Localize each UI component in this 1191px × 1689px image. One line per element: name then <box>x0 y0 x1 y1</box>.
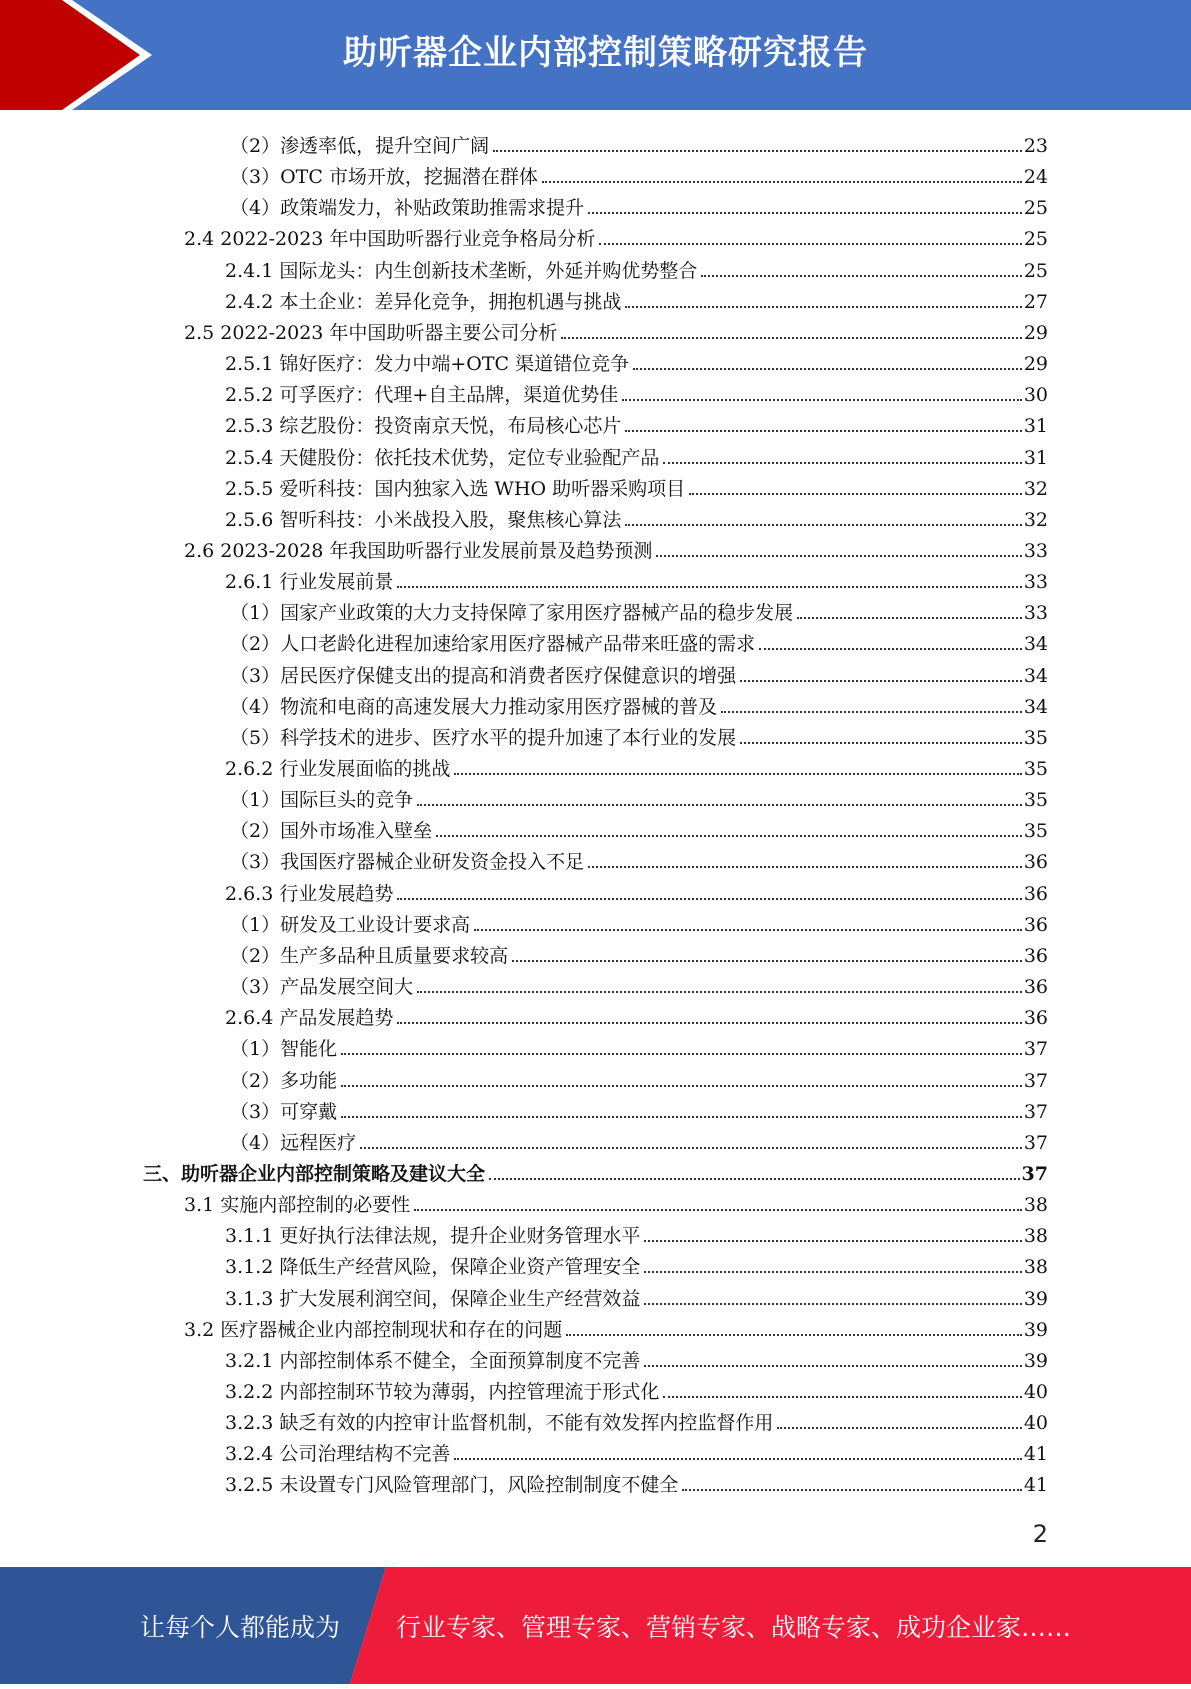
toc-entry-label: 3.1 实施内部控制的必要性 <box>184 1194 411 1217</box>
toc-entry-label: 2.4.2 本土企业：差异化竞争，拥抱机遇与挑战 <box>225 290 622 313</box>
toc-entry-label: 2.4.1 国际龙头：内生创新技术垄断，外延并购优势整合 <box>225 259 698 282</box>
page-header <box>0 0 1191 110</box>
toc-entry-page: 29 <box>1023 321 1048 344</box>
toc-entry-page: 37 <box>1023 1100 1048 1123</box>
toc-entry-label: 3.2.4 公司治理结构不完善 <box>225 1443 451 1466</box>
toc-entry[interactable] <box>230 594 1048 625</box>
toc-entry-label: （2）生产多品种且质量要求较高 <box>230 944 509 967</box>
toc-entry-label: （2）渗透率低，提升空间广阔 <box>230 135 490 157</box>
toc-dot-leader <box>682 1489 1021 1491</box>
toc-dot-leader <box>644 1365 1021 1367</box>
toc-entry-page: 33 <box>1023 602 1048 625</box>
toc-dot-leader <box>633 368 1022 370</box>
toc-entry[interactable] <box>230 625 1048 656</box>
footer-slogan-right: 行业专家、管理专家、营销专家、战略专家、成功企业家…… <box>396 1613 1072 1642</box>
toc-entry-page: 35 <box>1023 820 1048 843</box>
toc-entry-page: 34 <box>1023 633 1048 656</box>
toc-entry-label: （1）国际巨头的竞争 <box>230 789 414 812</box>
toc-entry-page: 33 <box>1023 539 1048 562</box>
toc-entry-page: 27 <box>1023 290 1048 313</box>
toc-dot-leader <box>397 898 1021 900</box>
toc-entry[interactable] <box>230 719 1048 750</box>
toc-dot-leader <box>689 493 1022 495</box>
toc-dot-leader <box>777 1427 1021 1429</box>
toc-entry-label: 2.6.1 行业发展前景 <box>225 571 394 594</box>
toc-entry-page: 36 <box>1023 976 1048 999</box>
toc-dot-leader <box>588 866 1022 868</box>
toc-entry[interactable] <box>230 781 1048 812</box>
toc-entry-label: 2.5.5 爱听科技：国内独家入选 WHO 助听器采购项目 <box>225 477 686 500</box>
toc-entry-page: 25 <box>1023 259 1048 282</box>
toc-entry-page: 40 <box>1023 1381 1048 1403</box>
toc-dot-leader <box>454 1458 1021 1460</box>
toc-entry[interactable] <box>184 532 1048 563</box>
toc-entry[interactable] <box>230 843 1048 874</box>
toc-entry-page: 32 <box>1023 508 1048 531</box>
toc-dot-leader <box>414 1209 1022 1211</box>
page-number: 2 <box>1032 1520 1048 1548</box>
toc-dot-leader <box>797 617 1022 619</box>
toc-dot-leader <box>474 929 1022 931</box>
toc-entry-page: 36 <box>1023 882 1048 905</box>
toc-entry[interactable] <box>225 439 1048 470</box>
toc-dot-leader <box>588 212 1022 214</box>
toc-dot-leader <box>622 399 1022 401</box>
toc-entry[interactable] <box>225 407 1048 438</box>
toc-entry-page: 29 <box>1023 353 1048 376</box>
toc-entry-label: 2.5.2 可孚医疗：代理+自主品牌，渠道优势佳 <box>225 384 619 407</box>
toc-entry[interactable] <box>230 127 1048 158</box>
toc-entry[interactable] <box>230 906 1048 937</box>
toc-dot-leader <box>397 586 1021 588</box>
toc-entry-label: 3.1.3 扩大发展利润空间，保障企业生产经营效益 <box>225 1287 641 1310</box>
toc-entry-label: 3.2.1 内部控制体系不健全，全面预算制度不完善 <box>225 1349 641 1372</box>
toc-dot-leader <box>436 835 1022 837</box>
toc-entry[interactable] <box>225 563 1048 594</box>
toc-dot-leader <box>701 275 1021 277</box>
toc-entry-page: 31 <box>1023 415 1048 438</box>
toc-entry-label: 2.6 2023-2028 年我国助听器行业发展前景及趋势预测 <box>184 539 653 562</box>
toc-entry[interactable] <box>230 1093 1048 1124</box>
toc-entry-page: 32 <box>1023 477 1048 500</box>
toc-entry-label: （2）国外市场准入壁垒 <box>230 820 433 843</box>
toc-dot-leader <box>489 1178 1020 1180</box>
toc-entry-label: 三、助听器企业内部控制策略及建议大全 <box>143 1162 486 1185</box>
toc-entry-page: 34 <box>1023 664 1048 687</box>
toc-entry[interactable] <box>230 1030 1048 1061</box>
toc-dot-leader <box>644 1240 1021 1242</box>
toc-entry[interactable] <box>225 376 1048 407</box>
toc-entry-label: （3）我国医疗器械企业研发资金投入不足 <box>230 851 585 874</box>
toc-entry-page: 38 <box>1023 1194 1048 1217</box>
toc-entry[interactable] <box>230 1124 1048 1155</box>
toc-dot-leader <box>625 306 1021 308</box>
toc-entry-label: （1）国家产业政策的大力支持保障了家用医疗器械产品的稳步发展 <box>230 602 794 625</box>
toc-dot-leader <box>759 648 1022 650</box>
toc-entry-page: 25 <box>1023 197 1048 220</box>
toc-entry-page: 37 <box>1021 1162 1048 1185</box>
toc-entry[interactable] <box>225 345 1048 376</box>
toc-entry-label: （3）OTC 市场开放，挖掘潜在群体 <box>230 166 538 189</box>
toc-dot-leader <box>625 524 1021 526</box>
toc-dot-leader <box>454 773 1021 775</box>
toc-dot-leader <box>512 960 1022 962</box>
toc-entry-label: （2）多功能 <box>230 1069 338 1092</box>
toc-entry-label: （4）政策端发力，补贴政策助推需求提升 <box>230 197 585 220</box>
toc-dot-leader <box>721 711 1022 713</box>
toc-entry-page: 25 <box>1023 228 1048 251</box>
toc-entry[interactable] <box>230 189 1048 220</box>
toc-dot-leader <box>644 1271 1021 1273</box>
toc-entry-label: 2.6.4 产品发展趋势 <box>225 1007 394 1030</box>
toc-dot-leader <box>397 1022 1021 1024</box>
toc-entry-page: 35 <box>1023 789 1048 812</box>
toc-entry-page: 36 <box>1023 1007 1048 1030</box>
toc-entry[interactable] <box>225 1373 1048 1404</box>
toc-dot-leader <box>740 742 1022 744</box>
toc-dot-leader <box>625 430 1021 432</box>
toc-entry[interactable] <box>225 1404 1048 1435</box>
toc-entry-label: 3.2.3 缺乏有效的内控审计监督机制，不能有效发挥内控监督作用 <box>225 1412 774 1435</box>
toc-entry[interactable] <box>230 657 1048 688</box>
toc-entry[interactable] <box>230 812 1048 843</box>
footer-slogan-left: 让每个人都能成为 <box>140 1613 341 1642</box>
toc-dot-leader <box>740 680 1022 682</box>
toc-entry[interactable] <box>225 283 1048 314</box>
toc-entry-page: 30 <box>1023 384 1048 407</box>
toc-entry-page: 39 <box>1023 1349 1048 1372</box>
toc-entry-page: 23 <box>1023 135 1048 157</box>
toc-entry[interactable] <box>230 937 1048 968</box>
toc-entry-label: （1）智能化 <box>230 1038 338 1061</box>
toc-entry-label: 2.6.3 行业发展趋势 <box>225 882 394 905</box>
toc-dot-leader <box>644 1303 1021 1305</box>
toc-entry-label: 3.1.2 降低生产经营风险，保障企业资产管理安全 <box>225 1256 641 1279</box>
toc-dot-leader <box>341 1116 1022 1118</box>
toc-entry[interactable] <box>225 999 1048 1030</box>
toc-entry[interactable] <box>225 1435 1048 1466</box>
toc-entry-page: 38 <box>1023 1256 1048 1279</box>
toc-entry-label: （5）科学技术的进步、医疗水平的提升加速了本行业的发展 <box>230 726 737 749</box>
toc-entry[interactable] <box>225 1248 1048 1279</box>
toc-entry-page: 36 <box>1023 913 1048 936</box>
toc-entry-label: 2.5.4 天健股份：依托技术优势，定位专业验配产品 <box>225 446 660 469</box>
toc-entry-page: 34 <box>1023 695 1048 718</box>
toc-entry-page: 31 <box>1023 446 1048 469</box>
toc-dot-leader <box>417 804 1022 806</box>
toc-entry-label: 3.1.1 更好执行法律法规，提升企业财务管理水平 <box>225 1225 641 1248</box>
toc-entry-label: （1）研发及工业设计要求高 <box>230 913 471 936</box>
toc-entry[interactable] <box>230 968 1048 999</box>
toc-dot-leader <box>341 1085 1022 1087</box>
toc-entry[interactable] <box>225 1466 1048 1497</box>
toc-entry-label: 2.5.6 智听科技：小米战投入股，聚焦核心算法 <box>225 508 622 531</box>
toc-entry-page: 38 <box>1023 1225 1048 1248</box>
toc-dot-leader <box>360 1147 1022 1149</box>
toc-entry[interactable] <box>184 1311 1048 1342</box>
toc-entry[interactable] <box>225 252 1048 283</box>
toc-entry[interactable] <box>225 470 1048 501</box>
toc-entry[interactable] <box>230 158 1048 189</box>
toc-dot-leader <box>341 1053 1022 1055</box>
toc-entry[interactable] <box>184 1186 1048 1217</box>
toc-entry[interactable] <box>184 220 1048 251</box>
toc-entry[interactable] <box>225 1280 1048 1311</box>
toc-entry[interactable] <box>184 314 1048 345</box>
toc-entry[interactable] <box>230 688 1048 719</box>
toc-entry-page: 33 <box>1023 571 1048 594</box>
toc-entry[interactable] <box>225 1217 1048 1248</box>
toc-entry[interactable] <box>225 1342 1048 1373</box>
toc-entry-label: 3.2 医疗器械企业内部控制现状和存在的问题 <box>184 1318 563 1341</box>
toc-entry[interactable] <box>143 1155 1048 1186</box>
toc-dot-leader <box>561 337 1021 339</box>
toc-entry-label: 2.5.1 锦好医疗：发力中端+OTC 渠道错位竞争 <box>225 353 630 376</box>
toc-dot-leader <box>599 243 1021 245</box>
toc-entry-page: 39 <box>1023 1287 1048 1310</box>
toc-entry-page: 35 <box>1023 758 1048 780</box>
toc-entry-page: 41 <box>1023 1443 1048 1466</box>
toc-entry-label: 2.5 2022-2023 年中国助听器主要公司分析 <box>184 321 558 344</box>
toc-entry-label: （4）物流和电商的高速发展大力推动家用医疗器械的普及 <box>230 695 718 718</box>
toc-entry-page: 37 <box>1023 1131 1048 1154</box>
toc-entry-label: （3）居民医疗保健支出的提高和消费者医疗保健意识的增强 <box>230 664 737 687</box>
toc-dot-leader <box>663 1396 1021 1398</box>
toc-entry-page: 24 <box>1023 166 1048 189</box>
toc-dot-leader <box>656 555 1021 557</box>
toc-entry-label: （2）人口老龄化进程加速给家用医疗器械产品带来旺盛的需求 <box>230 633 756 656</box>
toc-entry[interactable] <box>225 875 1048 906</box>
toc-dot-leader <box>566 1334 1022 1336</box>
toc-entry-label: 3.2.2 内部控制环节较为薄弱，内控管理流于形式化 <box>225 1381 660 1403</box>
toc-entry-label: （4）远程医疗 <box>230 1131 357 1154</box>
toc-entry-page: 36 <box>1023 851 1048 874</box>
toc-entry[interactable] <box>230 1062 1048 1093</box>
toc-entry-page: 35 <box>1023 726 1048 749</box>
toc-entry-page: 39 <box>1023 1318 1048 1341</box>
toc-dot-leader <box>663 462 1021 464</box>
toc-entry[interactable] <box>225 501 1048 532</box>
toc-entry-label: （3）产品发展空间大 <box>230 976 414 999</box>
toc-entry-label: 2.4 2022-2023 年中国助听器行业竞争格局分析 <box>184 228 596 251</box>
toc-entry-page: 41 <box>1023 1474 1048 1497</box>
toc-dot-leader <box>417 991 1022 993</box>
toc-dot-leader <box>493 150 1022 152</box>
toc-entry-page: 40 <box>1023 1412 1048 1435</box>
page-footer <box>0 1567 1191 1684</box>
toc-entry-page: 37 <box>1023 1038 1048 1061</box>
toc-entry[interactable] <box>225 750 1048 781</box>
toc-dot-leader <box>542 181 1022 183</box>
report-title: 助听器企业内部控制策略研究报告 <box>343 33 868 73</box>
toc-entry-label: 2.6.2 行业发展面临的挑战 <box>225 758 451 780</box>
toc-entry-label: 3.2.5 未设置专门风险管理部门，风险控制制度不健全 <box>225 1474 679 1497</box>
toc-entry-label: （3）可穿戴 <box>230 1100 338 1123</box>
toc-entry-label: 2.5.3 综艺股份：投资南京天悦，布局核心芯片 <box>225 415 622 438</box>
toc-entry-page: 36 <box>1023 944 1048 967</box>
toc-entry-page: 37 <box>1023 1069 1048 1092</box>
